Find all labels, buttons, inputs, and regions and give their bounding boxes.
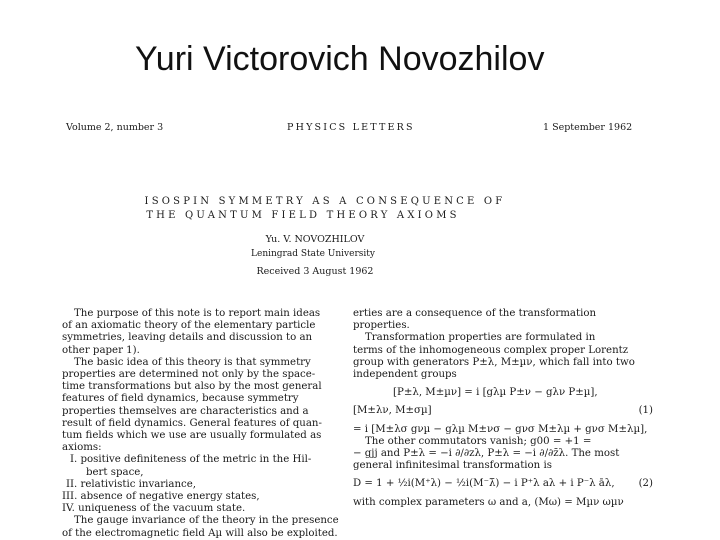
journal-name: PHYSICS LETTERS [287, 122, 415, 133]
equation-1-lhs: [M±λν, M±σµ] [353, 405, 432, 417]
text-line: axioms: [62, 442, 102, 454]
text-line: The purpose of this note is to report main ideas [74, 308, 321, 319]
text-line: general infinitesimal transformation is [353, 460, 552, 472]
paper-scan [60, 118, 690, 540]
text-line: other paper 1). [62, 344, 140, 356]
equation-2 [353, 478, 653, 490]
paper-title-line-1: ISOSPIN SYMMETRY AS A CONSEQUENCE OF [144, 196, 506, 207]
paper-title-line-2: THE QUANTUM FIELD THEORY AXIOMS [146, 210, 460, 221]
paper-affiliation: Leningrad State University [251, 249, 375, 259]
equation-number: (1) [638, 405, 653, 417]
text-line: tum fields which we use are usually formulated as [62, 430, 322, 442]
paper-received-date: Received 3 August 1962 [256, 266, 374, 277]
equation-number: (2) [638, 478, 653, 490]
text-line: symmetries, leaving details and discussion to an [62, 332, 313, 344]
equation-2-body: D = 1 + ½i(M⁺λ) − ½i(M⁻λ̄) − i P⁺λ aλ + i P⁻λ āλ, [353, 478, 615, 490]
axiom-item: I. positive definiteness of the metric in the Hil- [70, 454, 312, 466]
text-line: Transformation properties are formulated in [365, 332, 596, 344]
text-line: erties are a consequence of the transformation [353, 308, 597, 319]
equation-1-line-2 [353, 405, 653, 417]
text-line: properties. [353, 320, 410, 332]
text-line: independent groups [353, 369, 457, 381]
text-line: properties themselves are characteristics and a [62, 405, 309, 417]
journal-volume: Volume 2, number 3 [66, 122, 164, 133]
text-line: of an axiomatic theory of the elementary particle [62, 320, 316, 332]
paper-author: Yu. V. NOVOZHILOV [265, 234, 365, 245]
text-line: result of field dynamics. General features of quan- [62, 417, 322, 429]
axiom-item: IV. uniqueness of the vacuum state. [62, 503, 246, 515]
equation-1-line-1: [P±λ, M±µν] = i [gλµ P±ν − gλν P±µ], [393, 387, 598, 399]
text-line: terms of the inhomogeneous complex proper Lorentz [353, 344, 629, 356]
text-line: of the electromagnetic field Aµ will also be exploited. [62, 527, 338, 539]
text-line: The other commutators vanish; g00 = +1 = [365, 435, 592, 447]
text-line: − gjj and P±λ = −i ∂/∂zλ, P±λ = −i ∂/∂z̄λ. The most [353, 448, 620, 460]
right-column [353, 308, 653, 509]
text-line: The basic idea of this theory is that symmetry [74, 356, 311, 368]
axiom-item-continued: bert space, [86, 466, 144, 478]
slide-title: Yuri Victorovich Novozhilov [135, 40, 545, 78]
left-column [62, 308, 340, 540]
text-line: time transformations but also by the most general [62, 381, 322, 393]
text-line: properties are determined not only by the space- [62, 369, 316, 381]
text-line: with complex parameters ω and a, (Mω) = Mµν ωµν [353, 496, 624, 508]
axiom-item: III. absence of negative energy states, [62, 491, 260, 503]
journal-date: 1 September 1962 [543, 122, 633, 133]
axiom-item: II. relativistic invariance, [66, 478, 197, 490]
text-line: group with generators P±λ, M±µν, which fall into two [353, 356, 635, 368]
text-line: The gauge invariance of the theory in the presence [74, 515, 339, 527]
equation-1-line-3: = i [M±λσ gνµ − gλµ M±νσ − gνσ M±λµ + gνσ M±λµ], [353, 423, 648, 435]
text-line: features of field dynamics, because symmetry [62, 393, 299, 405]
